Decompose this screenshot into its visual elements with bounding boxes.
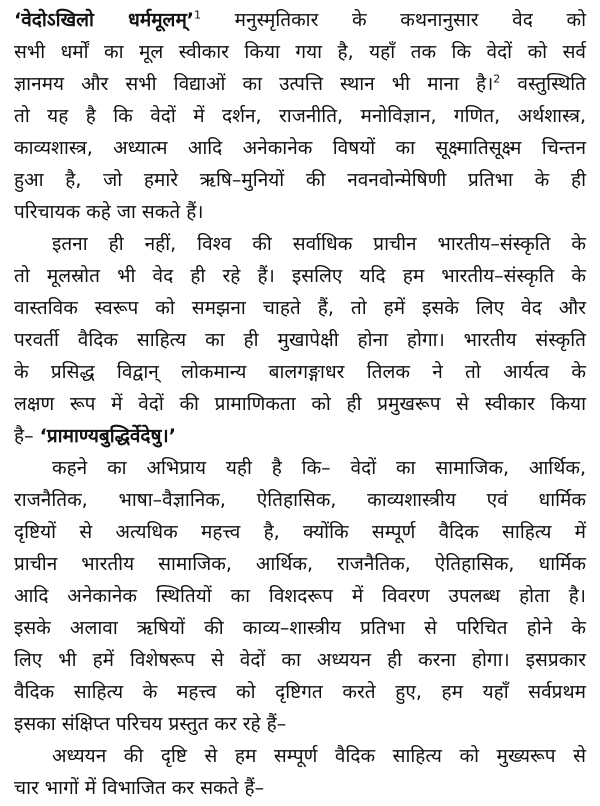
line-text: प्राचीन भारतीय सामाजिक, आर्थिक, राजनैतिक, ऐतिहासिक, धार्मिक	[14, 553, 586, 575]
line-text: हुआ है, जो हमारे ऋषि–मुनियों की नवनवोन्मेषिणी प्रतिभा के ही	[14, 169, 586, 191]
text-line-8	[52, 228, 586, 260]
line-text: इतना ही नहीं, विश्व की सर्वाधिक प्राचीन भारतीय–संस्कृति के	[52, 233, 586, 255]
text-line-22	[14, 676, 586, 708]
text-line-15	[52, 452, 586, 484]
line-text: तो मूलस्रोत भी वेद ही रहे हैं। इसलिए यदि हम भारतीय–संस्कृति के	[14, 265, 586, 287]
line-text: परवर्ती वैदिक साहित्य का ही मुखापेक्षी होना होगा। भारतीय संस्कृति	[14, 329, 586, 351]
line-text: परिचायक कहे जा सकते हैं।	[14, 201, 204, 223]
text-line-4	[14, 100, 586, 132]
text-line-9	[14, 260, 586, 292]
tilak-quote: ‘प्रामाण्यबुद्धिर्वेदेषु।’	[39, 425, 176, 447]
line-text: वैदिक साहित्य के महत्त्व को दृष्टिगत करते हुए, हम यहाँ सर्वप्रथम	[14, 681, 586, 703]
text-line-1	[14, 4, 586, 36]
vedic-quote-title: ‘वेदोऽखिलो धर्ममूलम्’	[14, 9, 195, 31]
text-line-12	[14, 356, 586, 388]
line-text: आदि अनेकानेक स्थितियों का विशदरूप में विवरण उपलब्ध होता है।	[14, 585, 586, 607]
text-line-14	[14, 420, 586, 452]
line-text: मनुस्मृतिकार के कथनानुसार वेद को	[201, 9, 586, 31]
text-line-16	[14, 484, 586, 516]
text-line-18	[14, 548, 586, 580]
text-line-25	[14, 772, 586, 804]
line-text: लिए भी हमें विशेषरूप से वेदों का अध्ययन ही करना होगा। इसप्रकार	[14, 649, 586, 671]
line-text: कहने का अभिप्राय यही है कि– वेदों का सामाजिक, आर्थिक,	[52, 457, 586, 479]
footnote-marker-2: 2	[493, 72, 501, 86]
text-line-7	[14, 196, 586, 228]
line-text: लक्षण रूप में वेदों की प्रामाणिकता को ही प्रमुखरूप से स्वीकार किया	[14, 393, 586, 415]
line-text: काव्यशास्त्र, अध्यात्म आदि अनेकानेक विषयों का सूक्ष्मातिसूक्ष्म चिन्तन	[14, 137, 586, 159]
text-line-21	[14, 644, 586, 676]
line-text: राजनैतिक, भाषा–वैज्ञानिक, ऐतिहासिक, काव्यशास्त्रीय एवं धार्मिक	[14, 489, 586, 511]
text-line-10	[14, 292, 586, 324]
line-text: तो यह है कि वेदों में दर्शन, राजनीति, मनोविज्ञान, गणित, अर्थशास्त्र,	[14, 105, 586, 127]
text-line-23	[14, 708, 586, 740]
text-line-17	[14, 516, 586, 548]
line-text: अध्ययन की दृष्टि से हम सम्पूर्ण वैदिक साहित्य को मुख्यरूप से	[52, 745, 586, 767]
text-line-20	[14, 612, 586, 644]
text-line-13	[14, 388, 586, 420]
text-line-24	[52, 740, 586, 772]
text-line-6	[14, 164, 586, 196]
line-text: वास्तविक स्वरूप को समझना चाहते हैं, तो हमें इसके लिए वेद और	[14, 297, 586, 319]
text-line-2	[14, 36, 586, 68]
line-text: चार भागों में विभाजित कर सकते हैं–	[14, 777, 265, 799]
line-text: इसका संक्षिप्त परिचय प्रस्तुत कर रहे हैं–	[14, 713, 287, 735]
text-line-11	[14, 324, 586, 356]
line-text: ज्ञानमय और सभी विद्याओं का उत्पत्ति स्थान भी माना है।	[14, 73, 494, 95]
footnote-marker-1: 1	[194, 8, 202, 22]
line-text: के प्रसिद्ध विद्वान् लोकमान्य बालगङ्गाधर तिलक ने तो आर्यत्व के	[14, 361, 586, 383]
line-text: दृष्टियों से अत्यधिक महत्त्व है, क्योंकि सम्पूर्ण वैदिक साहित्य में	[14, 521, 586, 543]
text-line-5	[14, 132, 586, 164]
text-line-3	[14, 68, 586, 100]
line-text: सभी धर्मों का मूल स्वीकार किया गया है, यहाँ तक कि वेदों को सर्व	[14, 41, 586, 63]
text-line-19	[14, 580, 586, 612]
line-text: है–	[14, 425, 40, 447]
line-text: वस्तुस्थिति	[500, 73, 586, 95]
line-text: इसके अलावा ऋषियों की काव्य–शास्त्रीय प्रतिभा से परिचित होने के	[14, 617, 586, 639]
